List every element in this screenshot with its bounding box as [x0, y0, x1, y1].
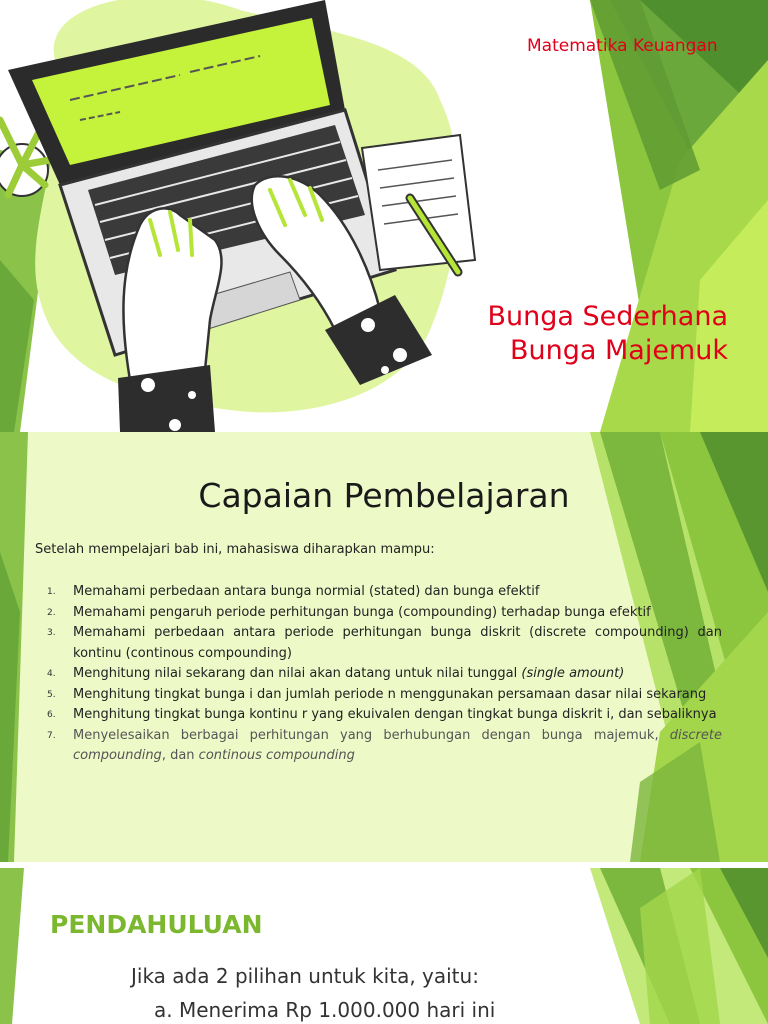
slide-title-line-1: Bunga Sederhana	[487, 301, 728, 332]
right-green-triangles	[590, 868, 768, 1024]
item-text: Memahami perbedaan antara bunga normial (stated) dan bunga efektif	[73, 584, 540, 599]
item-text: , dan	[161, 748, 199, 763]
list-item	[40, 685, 722, 706]
item-number: 3.	[47, 628, 56, 638]
slide-title: Capaian Pembelajaran	[198, 476, 570, 515]
item-text: Memahami perbedaan antara periode perhitungan bunga diskrit (discrete compounding) dan kontinu (continous compounding)	[73, 625, 722, 661]
section-title: PENDAHULUAN	[50, 910, 263, 939]
item-text: Menyelesaikan berbagai perhitungan yang berhubungan dengan bunga majemuk,	[73, 727, 670, 743]
item-text-italic: discrete compounding	[73, 727, 722, 763]
subject-label: Matematika Keuangan	[527, 36, 718, 56]
title-slide	[0, 0, 768, 432]
list-item	[40, 726, 722, 767]
item-number: 5.	[47, 689, 56, 700]
item-number: 1.	[47, 587, 56, 597]
left-green-strip	[0, 868, 24, 1024]
option-a-text: a. Menerima Rp 1.000.000 hari ini	[154, 998, 496, 1022]
notepad-icon	[362, 135, 475, 270]
learning-outcomes-slide	[0, 432, 768, 862]
item-text: Menghitung tingkat bunga i dan jumlah periode n menggunakan persamaan dasar nilai sekarang	[73, 686, 707, 702]
list-item	[40, 582, 722, 603]
item-number: 4.	[47, 669, 56, 679]
list-item	[40, 664, 722, 685]
item-text: Memahami pengaruh periode perhitungan bunga (compounding) terhadap bunga efektif	[73, 604, 651, 620]
list-item	[40, 623, 722, 664]
slide-title-line-2: Bunga Majemuk	[509, 335, 728, 366]
slide-title	[488, 300, 728, 368]
list-item	[40, 603, 722, 624]
item-number: 6.	[47, 710, 56, 720]
item-text-italic: continous compounding	[198, 748, 355, 763]
learning-outcomes-list	[40, 582, 722, 767]
item-number: 7.	[47, 730, 56, 741]
item-text-italic: (single amount)	[521, 666, 625, 681]
item-text: Menghitung tingkat bunga kontinu r yang ekuivalen dengan tingkat bunga diskrit i, dan sebaliknya	[73, 707, 717, 722]
item-text: Menghitung nilai sekarang dan nilai akan datang untuk nilai tunggal	[73, 666, 522, 681]
item-number: 2.	[47, 607, 56, 618]
body-text: Jika ada 2 pilihan untuk kita, yaitu:	[131, 964, 479, 988]
intro-text: Setelah mempelajari bab ini, mahasiswa diharapkan mampu:	[35, 542, 435, 557]
list-item	[40, 705, 722, 726]
introduction-slide	[0, 868, 768, 1024]
